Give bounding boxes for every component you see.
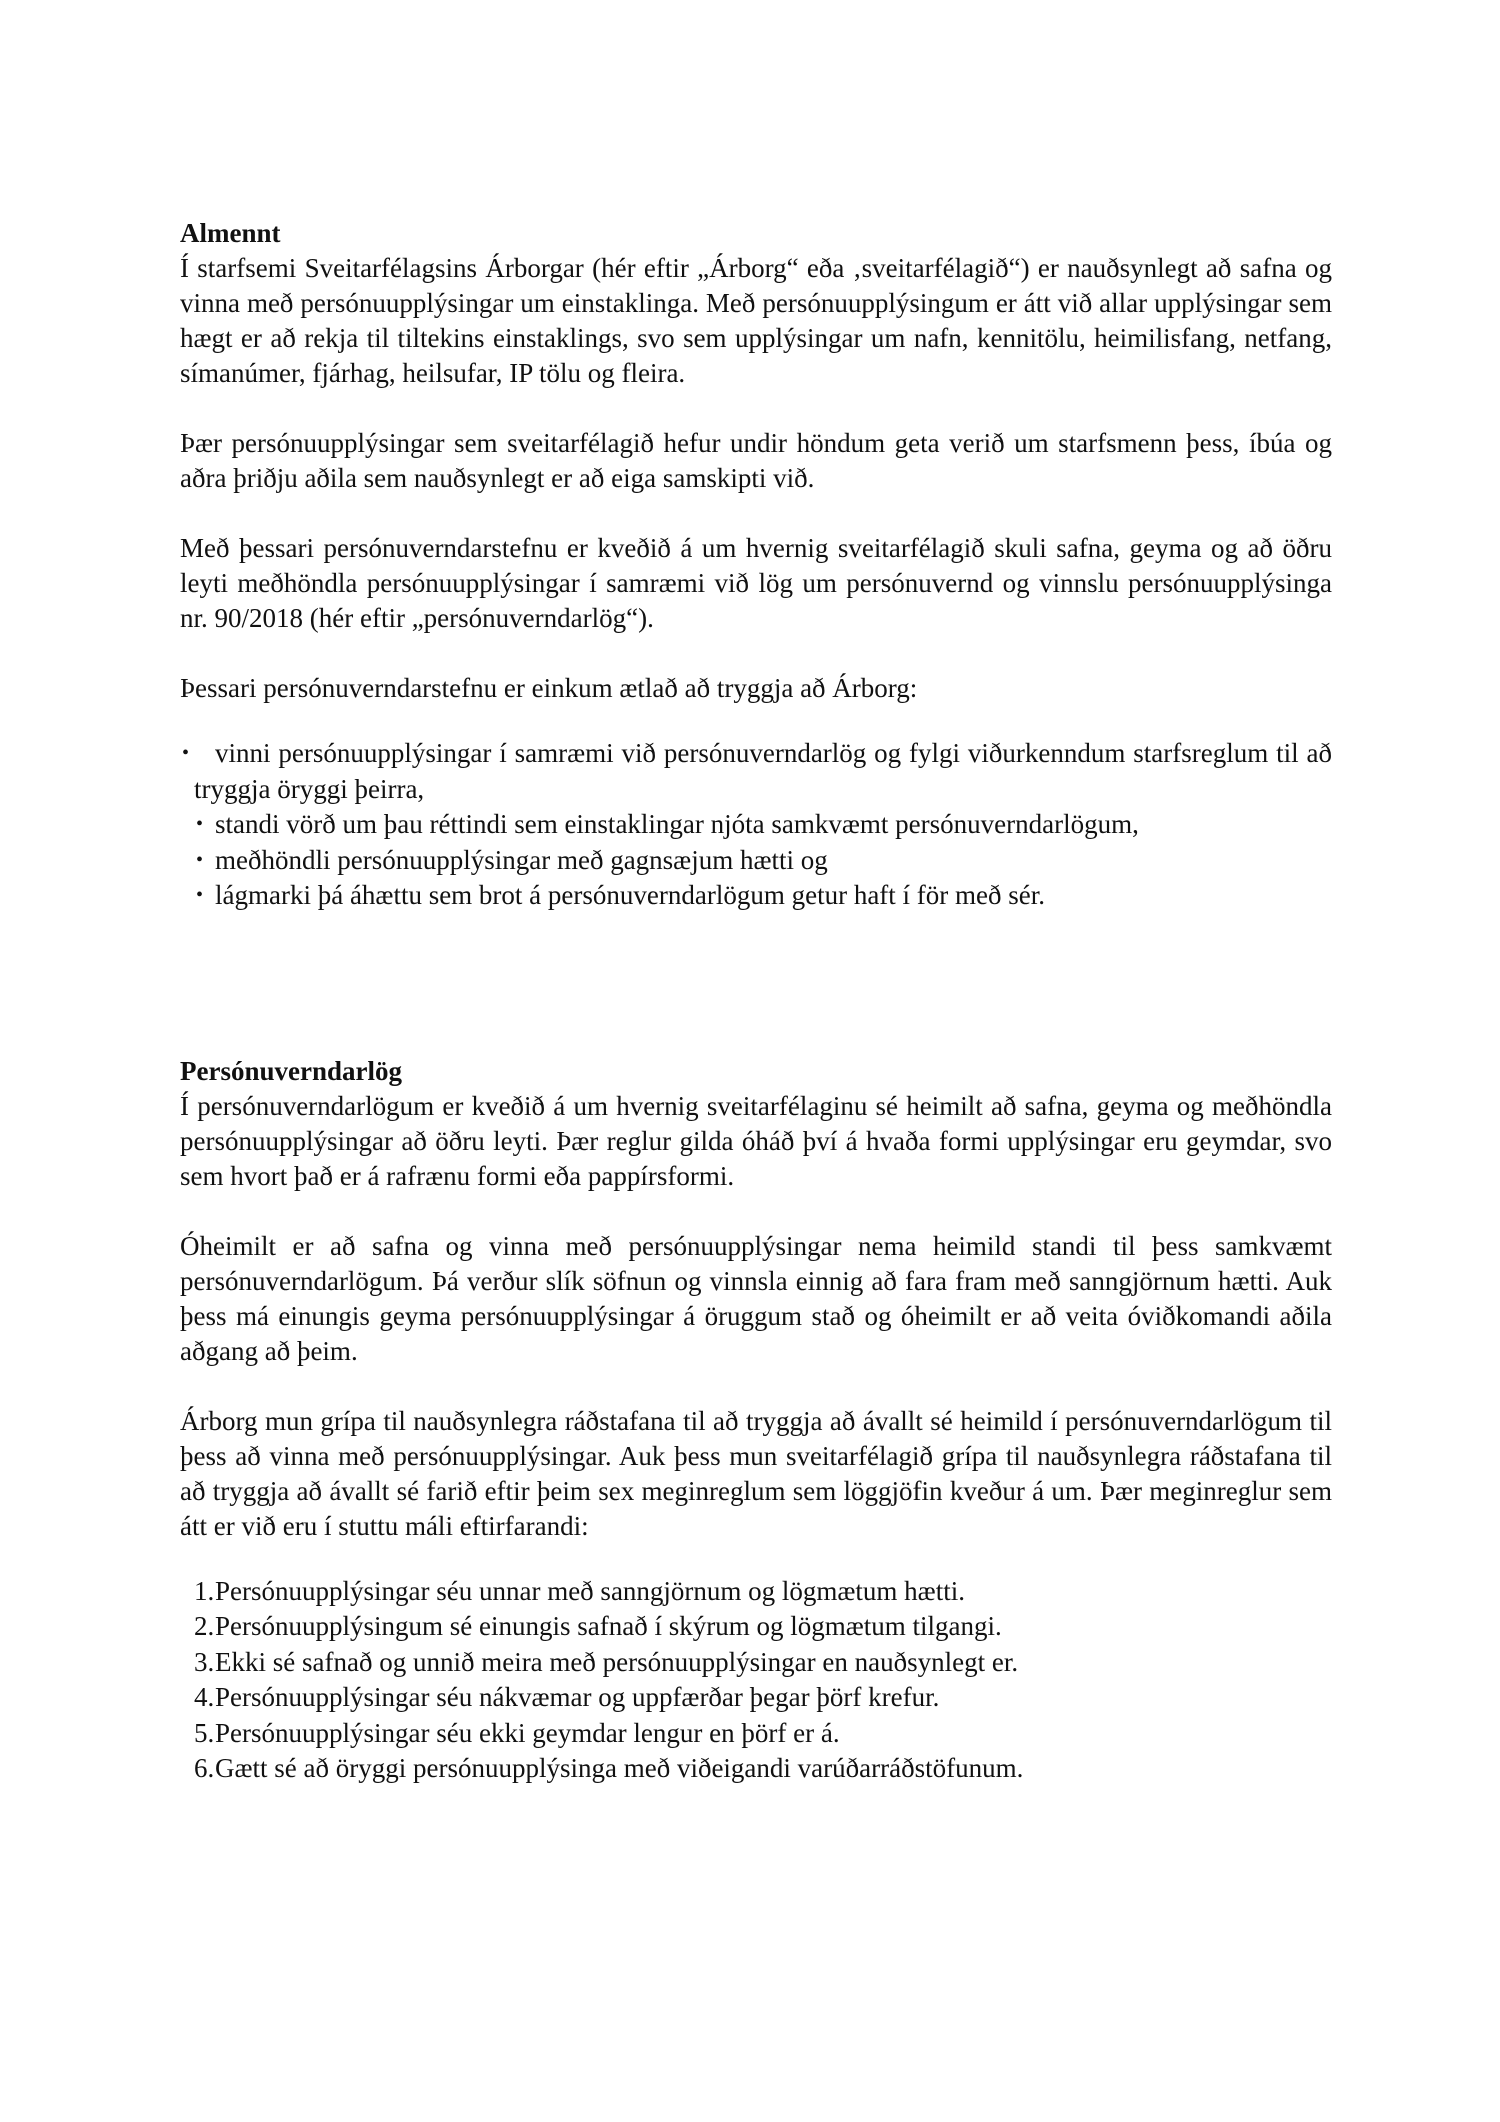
list-number: 6.	[194, 1753, 215, 1783]
list-item	[180, 1645, 1332, 1681]
list-item-text: Gætt sé að öryggi persónuupplýsinga með viðeigandi varúðarráðstöfunum.	[215, 1753, 1024, 1783]
list-item	[180, 843, 1332, 879]
paragraph: Óheimilt er að safna og vinna með persónuupplýsingar nema heimild standi til þess samkvæmt persónuverndarlögum. Þá verður slík söfnun og vinnsla einnig að fara fram með sanngjörnum hætti. Auk þess má einungis geyma persónuupplýsingar á öruggum stað og óheimilt er að veita óviðkomandi aðila aðgang að þeim.	[180, 1230, 1332, 1366]
list-number: 2.	[194, 1611, 215, 1641]
list-number: 5.	[194, 1717, 215, 1748]
numbered-list	[180, 1574, 1332, 1787]
list-item-text: Ekki sé safnað og unnið meira með persónuupplýsingar en nauðsynlegt er.	[215, 1646, 1019, 1677]
list-item-text: Persónuupplýsingar séu ekki geymdar lengur en þörf er á.	[215, 1717, 840, 1748]
paragraph: Þessari persónuverndarstefnu er einkum ætlað að tryggja að Árborg:	[180, 673, 918, 703]
list-item	[180, 736, 1332, 807]
list-item	[180, 807, 1332, 843]
paragraph: Með þessari persónuverndarstefnu er kveðið á um hvernig sveitarfélagið skuli safna, geyma og að öðru leyti meðhöndla persónuupplýsingar í samræmi við lög um persónuvernd og vinnslu persónuupplýsinga nr. 90/2018 (hér eftir „persónuverndarlög“).	[180, 533, 1332, 633]
bullet-list	[180, 736, 1332, 914]
list-item-text: lágmarki þá áhættu sem brot á persónuverndarlögum getur haft í för með sér.	[215, 880, 1046, 910]
paragraph: Árborg mun grípa til nauðsynlegra ráðstafana til að tryggja að ávallt sé heimild í persónuverndarlögum til þess að vinna með persónuupplýsingar. Auk þess mun sveitarfélagið grípa til nauðsynlegra ráðstafana til að tryggja að ávallt sé farið eftir þeim sex meginreglum sem löggjöfin kveður á um. Þær meginreglur sem átt er við eru í stuttu máli eftirfarandi:	[180, 1405, 1332, 1541]
list-item	[180, 1751, 1332, 1787]
section-heading: Persónuverndarlög	[180, 1055, 402, 1086]
paragraph: Í starfsemi Sveitarfélagsins Árborgar (hér eftir „Árborg“ eða ‚sveitarfélagið“) er nauðsynlegt að safna og vinna með persónuupplýsingar um einstaklinga. Með persónuupplýsingum er átt við allar upplýsingar sem hægt er að rekja til tiltekins einstaklings, svo sem upplýsingar um nafn, kennitölu, heimilisfang, netfang, símanúmer, fjárhag, heilsufar, IP tölu og fleira.	[180, 253, 1332, 388]
section-almennt	[180, 216, 1332, 914]
list-item-text: Persónuupplýsingar séu unnar með sanngjörnum og lögmætum hætti.	[215, 1575, 965, 1606]
bullet-icon: •	[196, 813, 204, 835]
section-heading: Almennt	[180, 218, 281, 248]
document-page	[180, 216, 1332, 1787]
bullet-icon: •	[196, 884, 204, 906]
list-item-text: meðhöndli persónuupplýsingar með gagnsæjum hætti og	[215, 844, 828, 875]
list-item-text: standi vörð um þau réttindi sem einstaklingar njóta samkvæmt persónuverndarlögum,	[215, 809, 1139, 839]
list-item-text: Persónuupplýsingar séu nákvæmar og uppfærðar þegar þörf krefur.	[215, 1682, 940, 1712]
list-item	[180, 1574, 1332, 1610]
list-item	[180, 1716, 1332, 1752]
list-number: 3.	[194, 1646, 215, 1677]
list-item	[180, 1680, 1332, 1716]
list-number: 4.	[194, 1682, 215, 1712]
bullet-icon: •	[196, 848, 204, 871]
paragraph: Þær persónuupplýsingar sem sveitarfélagið hefur undir höndum geta verið um starfsmenn þess, íbúa og aðra þriðju aðila sem nauðsynlegt er að eiga samskipti við.	[180, 428, 1332, 493]
list-item	[180, 878, 1332, 914]
paragraph: Í persónuverndarlögum er kveðið á um hvernig sveitarfélaginu sé heimilt að safna, geyma og meðhöndla persónuupplýsingar að öðru leyti. Þær reglur gilda óháð því á hvaða formi upplýsingar eru geymdar, svo sem hvort það er á rafrænu formi eða pappírsformi.	[180, 1090, 1332, 1191]
list-item-text: Persónuupplýsingum sé einungis safnað í skýrum og lögmætum tilgangi.	[215, 1611, 1002, 1641]
list-item-text: vinni persónuupplýsingar í samræmi við persónuverndarlög og fylgi viðurkenndum starfsreglum til að tryggja öryggi þeirra,	[194, 738, 1332, 804]
list-number: 1.	[194, 1575, 215, 1606]
list-item	[180, 1609, 1332, 1645]
bullet-icon: •	[182, 742, 190, 764]
section-personuverndarlog	[180, 1054, 1332, 1787]
